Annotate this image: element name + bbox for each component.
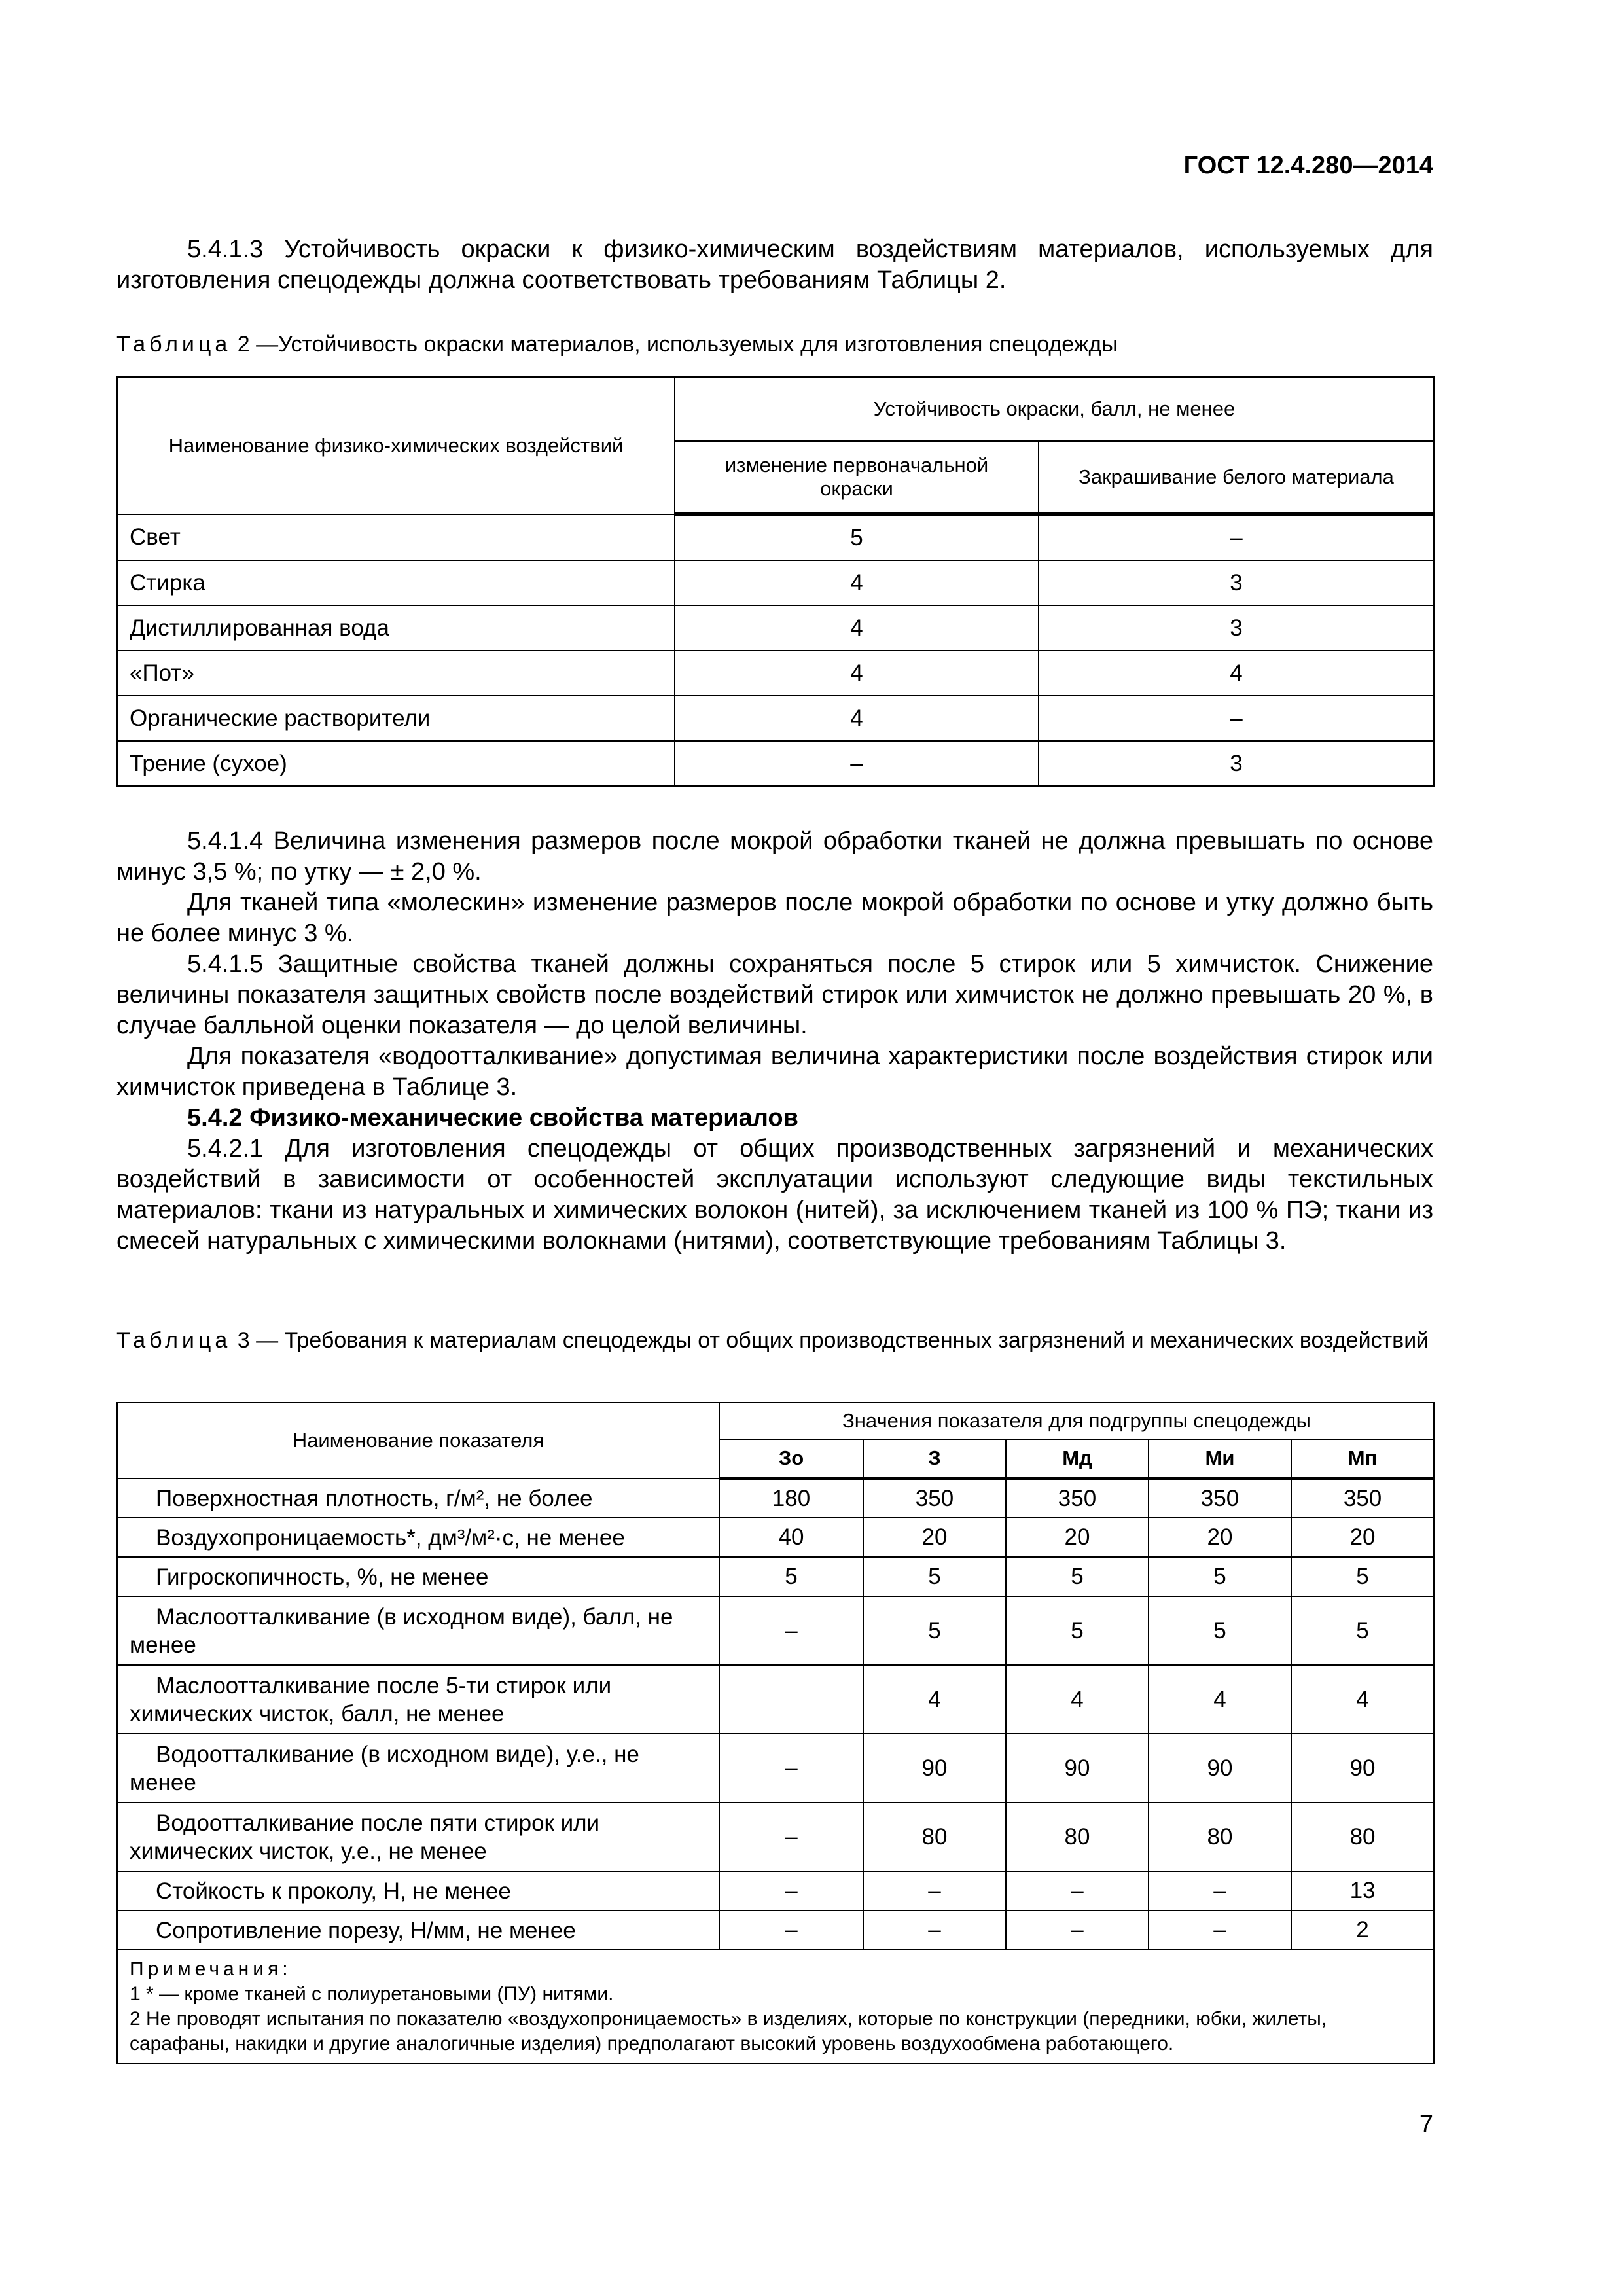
table3-cell-value: – — [1006, 1871, 1149, 1910]
table3-caption-text: 3 — Требования к материалам спецодежды от общих производственных загрязнений и механических воздействий — [231, 1328, 1429, 1353]
note-1: 1 * — кроме тканей с полиуретановыми (ПУ) нитями. — [130, 1983, 614, 2005]
table3-cell-name: Сопротивление порезу, Н/мм, не менее — [117, 1910, 719, 1950]
heading-5-4-2: 5.4.2 Физико-механические свойства материалов — [187, 1104, 798, 1132]
table3-subgroup-header: З — [863, 1439, 1006, 1479]
table2-cell-name: «Пот» — [117, 651, 675, 696]
table3-cell-value: 5 — [1291, 1596, 1434, 1665]
table3-cell-name: Стойкость к проколу, Н, не менее — [117, 1871, 719, 1910]
table3-cell-value: 5 — [1291, 1557, 1434, 1596]
table2-cell-name: Органические растворители — [117, 696, 675, 741]
table3-cell-value: 4 — [1149, 1665, 1291, 1734]
table3-cell-value — [719, 1665, 863, 1734]
table3-row — [117, 1910, 1434, 1950]
table3-cell-value: 90 — [863, 1734, 1006, 1803]
table2-cell-stain: – — [1039, 696, 1434, 741]
table2-cell-change: 4 — [675, 605, 1039, 651]
notes-title: Примечания: — [130, 1958, 292, 1980]
table3-cell-value: 5 — [1149, 1596, 1291, 1665]
table3-row — [117, 1596, 1434, 1665]
table-2 — [116, 376, 1435, 787]
page-number: 7 — [1419, 2111, 1433, 2138]
table3-cell-value: 20 — [863, 1518, 1006, 1557]
table3-caption — [116, 1326, 1433, 1355]
table3-row — [117, 1665, 1434, 1734]
table2-cell-change: 4 — [675, 651, 1039, 696]
table3-cell-value: – — [863, 1871, 1006, 1910]
table3-cell-name: Водоотталкивание после пяти стирок или химических чисток, у.е., не менее — [117, 1803, 719, 1871]
table3-cell-value: 350 — [1291, 1479, 1434, 1518]
table3-subgroup-header: Зо — [719, 1439, 863, 1479]
table3-cell-value: 350 — [1006, 1479, 1149, 1518]
table3-cell-value: 20 — [1149, 1518, 1291, 1557]
table3-cell-value: 5 — [1149, 1557, 1291, 1596]
table3-cell-value: 80 — [1149, 1803, 1291, 1871]
table-3 — [116, 1402, 1435, 2064]
table3-cell-value: 4 — [863, 1665, 1006, 1734]
table3-cell-value: 5 — [1006, 1557, 1149, 1596]
table3-cell-value: 350 — [1149, 1479, 1291, 1518]
table3-cell-value: – — [719, 1871, 863, 1910]
table2-header-group: Устойчивость окраски, балл, не менее — [675, 377, 1434, 441]
table2-row — [117, 651, 1434, 696]
table3-header-group: Значения показателя для подгруппы спецодежды — [719, 1403, 1434, 1439]
table3-cell-value: 180 — [719, 1479, 863, 1518]
table2-cell-stain: 3 — [1039, 741, 1434, 786]
paragraph-5-4-2-1: 5.4.2.1 Для изготовления спецодежды от общих производственных загрязнений и механических воздействий в зависимости от особенностей эксплуатации используют следующие виды текстильных материалов: ткани из натуральных и химических волокон (нитей), за исключением тканей из 100 % ПЭ; ткани из смесей натуральных с химическими волокнами (нитями), соответствующие требованиям Таблицы 3. — [116, 1135, 1433, 1255]
table3-cell-value: 5 — [1006, 1596, 1149, 1665]
table3-cell-value: – — [719, 1803, 863, 1871]
table3-subgroup-header: Мп — [1291, 1439, 1434, 1479]
table3-cell-value: – — [719, 1596, 863, 1665]
table3-cell-value: 80 — [863, 1803, 1006, 1871]
table2-cell-name: Трение (сухое) — [117, 741, 675, 786]
table2-header-change: изменение первоначальной окраски — [675, 441, 1039, 514]
table3-row — [117, 1734, 1434, 1803]
table2-row — [117, 605, 1434, 651]
table2-cell-change: 4 — [675, 560, 1039, 605]
table3-cell-name: Водоотталкивание (в исходном виде), у.е., не менее — [117, 1734, 719, 1803]
table2-cell-name: Дистиллированная вода — [117, 605, 675, 651]
table2-cell-stain: 3 — [1039, 605, 1434, 651]
table3-header-name: Наименование показателя — [117, 1403, 719, 1479]
table3-cell-name: Маслоотталкивание после 5-ти стирок или химических чисток, балл, не менее — [117, 1665, 719, 1734]
table3-cell-name: Гигроскопичность, %, не менее — [117, 1557, 719, 1596]
table3-cell-value: 5 — [719, 1557, 863, 1596]
table3-row — [117, 1557, 1434, 1596]
table3-notes — [117, 1950, 1434, 2064]
text-block-5-4-1 — [116, 826, 1433, 1257]
table3-row — [117, 1803, 1434, 1871]
table3-cell-value: – — [1149, 1910, 1291, 1950]
table3-cell-name: Поверхностная плотность, г/м², не более — [117, 1479, 719, 1518]
table2-row — [117, 741, 1434, 786]
table2-cell-change: 5 — [675, 514, 1039, 561]
table3-cell-name: Воздухопроницаемость*, дм³/м²·с, не менее — [117, 1518, 719, 1557]
table3-cell-value: 4 — [1006, 1665, 1149, 1734]
table3-row — [117, 1518, 1434, 1557]
table3-cell-value: 13 — [1291, 1871, 1434, 1910]
document-header: ГОСТ 12.4.280—2014 — [1183, 152, 1433, 179]
table2-row — [117, 514, 1434, 561]
table2-cell-stain: 3 — [1039, 560, 1434, 605]
table2-header-stain: Закрашивание белого материала — [1039, 441, 1434, 514]
paragraph-water-repellency: Для показателя «водоотталкивание» допустимая величина характеристики после воздействия стирок или химчисток приведена в Таблице 3. — [116, 1043, 1433, 1101]
table3-cell-value: 5 — [863, 1557, 1006, 1596]
table2-body — [117, 514, 1434, 787]
table2-cell-stain: – — [1039, 514, 1434, 561]
table3-cell-value: – — [1149, 1871, 1291, 1910]
table3-subgroup-header: Ми — [1149, 1439, 1291, 1479]
table3-row — [117, 1479, 1434, 1518]
table3-cell-value: 40 — [719, 1518, 863, 1557]
paragraph-moleskin: Для тканей типа «молескин» изменение размеров после мокрой обработки по основе и утку должно быть не более минус 3 %. — [116, 889, 1433, 947]
table2-row — [117, 560, 1434, 605]
table2-header-name: Наименование физико-химических воздействий — [117, 377, 675, 514]
table2-caption — [116, 330, 1433, 359]
table3-caption-label: Таблица — [116, 1328, 232, 1353]
table3-cell-value: 80 — [1006, 1803, 1149, 1871]
table2-cell-name: Свет — [117, 514, 675, 561]
table3-cell-value: 80 — [1291, 1803, 1434, 1871]
note-2: 2 Не проводят испытания по показателю «воздухопроницаемость» в изделиях, которые по конструкции (передники, юбки, жилеты, сарафаны, накидки и другие аналогичные изделия) предполагают высокий уровень воздухообмена работающего. — [130, 2008, 1327, 2054]
table3-row — [117, 1871, 1434, 1910]
paragraph-5-4-1-5: 5.4.1.5 Защитные свойства тканей должны сохраняться после 5 стирок или 5 химчисток. Снижение величины показателя защитных свойств после воздействий стирок или химчисток не должно превышать 20 %, в случае балльной оценки показателя — до целой величины. — [116, 950, 1433, 1039]
table3-cell-value: 90 — [1291, 1734, 1434, 1803]
table3-cell-value: – — [1006, 1910, 1149, 1950]
table2-cell-change: – — [675, 741, 1039, 786]
table3-cell-value: 5 — [863, 1596, 1006, 1665]
table3-cell-value: 20 — [1006, 1518, 1149, 1557]
table3-cell-value: – — [863, 1910, 1006, 1950]
table3-cell-value: – — [719, 1910, 863, 1950]
table3-body — [117, 1479, 1434, 1950]
table3-cell-value: 4 — [1291, 1665, 1434, 1734]
table2-caption-label: Таблица — [116, 332, 232, 357]
table3-cell-name: Маслоотталкивание (в исходном виде), балл, не менее — [117, 1596, 719, 1665]
table3-subgroup-header: Мд — [1006, 1439, 1149, 1479]
table3-cell-value: 350 — [863, 1479, 1006, 1518]
paragraph-5-4-1-4: 5.4.1.4 Величина изменения размеров после мокрой обработки тканей не должна превышать по основе минус 3,5 %; по утку — ± 2,0 %. — [116, 827, 1433, 886]
table3-cell-value: 90 — [1149, 1734, 1291, 1803]
table3-cell-value: 2 — [1291, 1910, 1434, 1950]
table2-caption-text: 2 —Устойчивость окраски материалов, используемых для изготовления спецодежды — [231, 332, 1118, 357]
table2-cell-name: Стирка — [117, 560, 675, 605]
table2-cell-change: 4 — [675, 696, 1039, 741]
table3-cell-value: 20 — [1291, 1518, 1434, 1557]
table2-cell-stain: 4 — [1039, 651, 1434, 696]
table3-cell-value: – — [719, 1734, 863, 1803]
table3-cell-value: 90 — [1006, 1734, 1149, 1803]
paragraph-5-4-1-3: 5.4.1.3 Устойчивость окраски к физико-химическим воздействиям материалов, используемых для изготовления спецодежды должна соответствовать требованиям Таблицы 2. — [116, 236, 1433, 294]
table2-row — [117, 696, 1434, 741]
